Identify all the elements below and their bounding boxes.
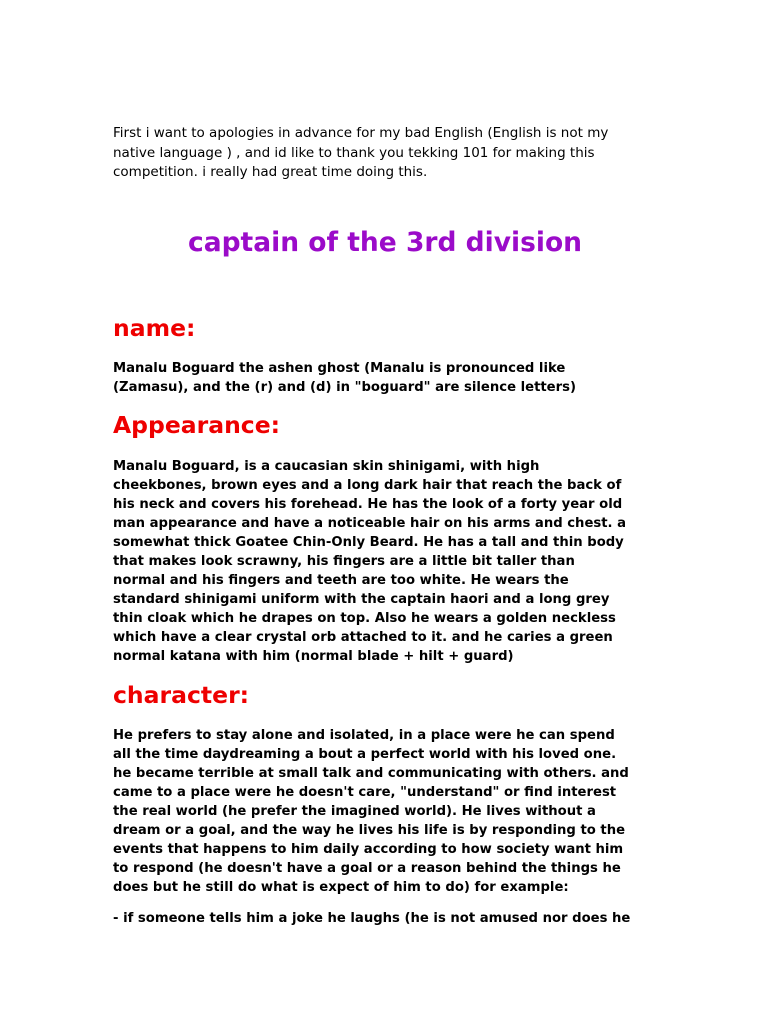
character-bullet-item: - if someone tells him a joke he laughs (he is not amused nor does he [113,911,631,926]
appearance-heading: Appearance: [113,411,281,439]
character-heading: character: [113,681,250,709]
page-title: captain of the 3rd division [188,227,583,258]
intro-paragraph: First i want to apologies in advance for my bad English (English is not my native language ) , and id like to thank you tekking 101 for making this competition. i really had great time doing this. [113,125,609,180]
name-heading: name: [113,314,196,342]
name-paragraph: Manalu Boguard the ashen ghost (Manalu is pronounced like (Zamasu), and the (r) and (d) in "boguard" are silence letters) [113,361,577,395]
character-paragraph: He prefers to stay alone and isolated, in a place were he can spend all the time daydreaming a bout a perfect world with his loved one. he became terrible at small talk and communicating with others. and came to a place were he doesn't care, "understand" or find interest the real world (he prefer the imagined world). He lives without a dream or a goal, and the way he lives his life is by responding to the events that happens to him daily according to how society want him to respond (he doesn't have a goal or a reason behind the things he does but he still do what is expect of him to do) for example: [113,728,629,895]
appearance-paragraph: Manalu Boguard, is a caucasian skin shinigami, with high cheekbones, brown eyes and a long dark hair that reach the back of his neck and covers his forehead. He has the look of a forty year old man appearance and have a noticeable hair on his arms and chest. a somewhat thick Goatee Chin-Only Beard. He has a tall and thin body that makes look scrawny, his fingers are a little bit taller than normal and his fingers and teeth are too white. He wears the standard shinigami uniform with the captain haori and a long grey thin cloak which he drapes on top. Also he wears a golden neckless which have a clear crystal orb attached to it. and he caries a green normal katana with him (normal blade + hilt + guard) [113,459,627,664]
